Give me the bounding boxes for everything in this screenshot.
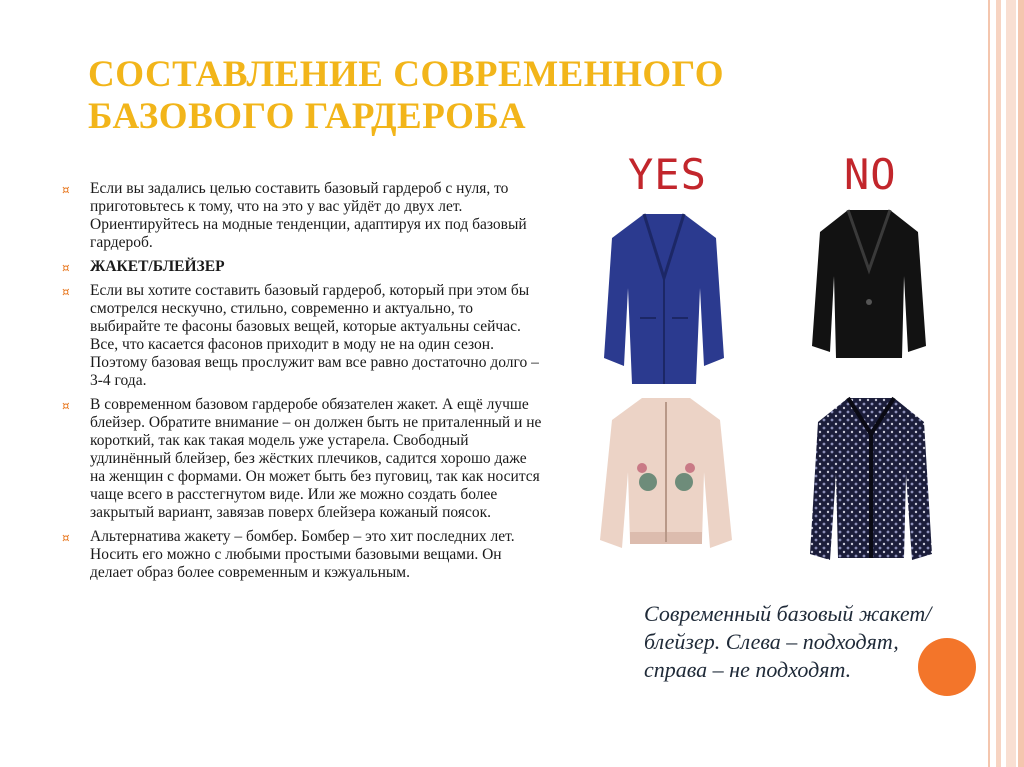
bullet-text: Альтернатива жакету – бомбер. Бомбер – это хит последних лет. Носить его можно с любыми простыми базовыми вещами. Он делает образ более современным и кэжуальным.	[90, 528, 515, 581]
bullet-list	[62, 180, 542, 588]
image-caption: Современный базовый жакет/блейзер. Слева – подходят, справа – не подходят.	[644, 601, 932, 682]
bullet-item	[62, 396, 542, 522]
no-label: NO	[844, 150, 897, 199]
bullet-text: Если вы хотите составить базовый гардероб, который при этом бы смотрелся нескучно, стильно, современно и актуально, то выбирайте те фасоны базовых вещей, которые актуальны сейчас. Все, что касается фасонов приходит в моду не на один сезон. Поэтому базовая вещь прослужит вам все равно достаточно долго – 3-4 года.	[90, 282, 539, 389]
frame-stripe	[1018, 0, 1024, 767]
frame-stripe	[988, 0, 990, 767]
bullet-text: Если вы задались целью составить базовый гардероб с нуля, то приготовьтесь к тому, что на это у вас уйдёт до двух лет. Ориентируйтесь на модные тенденции, адаптируя их под базовый гардероб.	[90, 180, 527, 251]
bullet-marker-icon: ¤	[62, 285, 70, 299]
section-heading: ЖАКЕТ/БЛЕЙЗЕР	[90, 258, 225, 275]
bullet-item	[62, 282, 542, 390]
bullet-marker-icon: ¤	[62, 399, 70, 413]
tweed-jacket-image	[806, 394, 936, 566]
slide-title	[88, 54, 725, 138]
bullet-marker-icon: ¤	[62, 261, 70, 275]
frame-stripe	[1006, 0, 1016, 767]
frame-stripe	[996, 0, 1001, 767]
decorative-circle	[918, 638, 976, 696]
pink-bomber-image	[596, 392, 736, 558]
bullet-item	[62, 180, 542, 252]
bullet-marker-icon: ¤	[62, 531, 70, 545]
bullet-item	[62, 258, 542, 276]
blue-blazer-image	[600, 208, 728, 388]
bullet-item	[62, 528, 542, 582]
yes-label: YES	[628, 150, 707, 199]
bullet-text: В современном базовом гардеробе обязателен жакет. А ещё лучше блейзер. Обратите внимание – он должен быть не приталенный и не короткий, так как такая модель уже устарела. Свободный удлинённый блейзер, без жёстких плечиков, садится хорошо даже на женщин с формами. Он может быть без пуговиц, так как носится чаще всего в расстегнутом виде. Или же можно создать более закрытый вариант, завязав поверх блейзера кожаный поясок.	[90, 396, 542, 521]
slide-title-line: СОСТАВЛЕНИЕ СОВРЕМЕННОГО	[88, 54, 725, 95]
slide-title-line: БАЗОВОГО ГАРДЕРОБА	[88, 96, 527, 137]
black-jacket-image	[808, 206, 930, 362]
bullet-marker-icon: ¤	[62, 183, 70, 197]
